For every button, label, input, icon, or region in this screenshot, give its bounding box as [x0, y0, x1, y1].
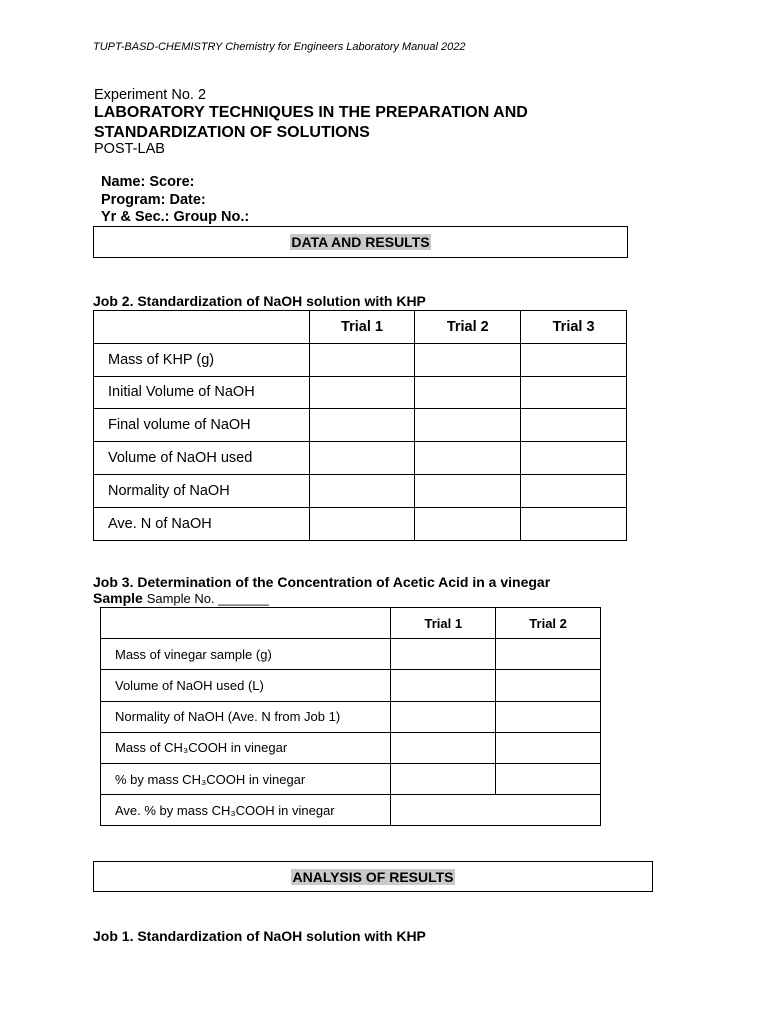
table-row [94, 343, 627, 376]
row-label: Initial Volume of NaOH [94, 376, 310, 409]
job3-heading-line-2 [93, 590, 653, 607]
data-results-heading-box [93, 226, 628, 258]
row-label: Final volume of NaOH [94, 409, 310, 442]
table-row [101, 670, 601, 701]
data-cell[interactable] [521, 376, 627, 409]
data-cell[interactable] [309, 376, 415, 409]
table-row [101, 763, 601, 794]
job3-table [100, 607, 601, 826]
table-row [101, 732, 601, 763]
row-label: Volume of NaOH used [94, 442, 310, 475]
title-line-1: LABORATORY TECHNIQUES IN THE PREPARATION AND [94, 104, 528, 121]
data-cell[interactable] [496, 732, 601, 763]
student-info-block [101, 174, 249, 227]
row-label: Ave. % by mass CH₃COOH in vinegar [101, 795, 391, 826]
table-row [101, 795, 601, 826]
data-cell[interactable] [391, 701, 496, 732]
data-cell[interactable] [521, 409, 627, 442]
data-cell[interactable] [521, 474, 627, 507]
data-cell[interactable] [309, 409, 415, 442]
table-row [94, 474, 627, 507]
job1-heading: Job 1. Standardization of NaOH solution with KHP [93, 928, 426, 944]
data-cell[interactable] [415, 442, 521, 475]
data-cell[interactable] [496, 701, 601, 732]
header-cell [101, 608, 391, 639]
data-results-heading: DATA AND RESULTS [291, 234, 430, 250]
data-cell[interactable] [415, 474, 521, 507]
row-label: % by mass CH₃COOH in vinegar [101, 763, 391, 794]
table-row [101, 701, 601, 732]
table-header-row [101, 608, 601, 639]
table-row [101, 639, 601, 670]
row-label: Normality of NaOH [94, 474, 310, 507]
data-cell[interactable] [391, 763, 496, 794]
manual-header-note: TUPT-BASD-CHEMISTRY Chemistry for Engineers Laboratory Manual 2022 [93, 41, 466, 53]
row-label: Normality of NaOH (Ave. N from Job 1) [101, 701, 391, 732]
header-cell-trial-3: Trial 3 [521, 311, 627, 344]
info-name-score: Name: Score: [101, 174, 195, 190]
data-cell[interactable] [309, 507, 415, 540]
header-cell-trial-2: Trial 2 [415, 311, 521, 344]
analysis-heading-box [93, 861, 653, 892]
data-cell[interactable] [391, 670, 496, 701]
data-cell[interactable] [309, 474, 415, 507]
data-cell[interactable] [521, 343, 627, 376]
job3-heading-line-1: Job 3. Determination of the Concentration of Acetic Acid in a vinegar [93, 574, 551, 590]
data-cell[interactable] [496, 639, 601, 670]
data-cell[interactable] [391, 639, 496, 670]
job3-heading [93, 574, 653, 607]
table-row [94, 409, 627, 442]
data-cell[interactable] [496, 763, 601, 794]
header-cell-trial-1: Trial 1 [391, 608, 496, 639]
data-cell[interactable] [415, 507, 521, 540]
row-label: Volume of NaOH used (L) [101, 670, 391, 701]
job3-heading-sample: Sample [93, 590, 143, 606]
header-cell [94, 311, 310, 344]
table-header-row [94, 311, 627, 344]
post-lab-label: POST-LAB [94, 141, 165, 157]
data-cell-merged[interactable] [391, 795, 601, 826]
data-cell[interactable] [391, 732, 496, 763]
info-section-group: Yr & Sec.: Group No.: [101, 209, 250, 225]
data-cell[interactable] [415, 409, 521, 442]
data-cell[interactable] [415, 376, 521, 409]
analysis-heading: ANALYSIS OF RESULTS [292, 868, 454, 885]
title-line-2: STANDARDIZATION OF SOLUTIONS [94, 123, 370, 141]
table-row [94, 376, 627, 409]
experiment-title [94, 103, 528, 142]
row-label: Ave. N of NaOH [94, 507, 310, 540]
data-cell[interactable] [521, 442, 627, 475]
row-label: Mass of vinegar sample (g) [101, 639, 391, 670]
experiment-number: Experiment No. 2 [94, 87, 207, 103]
data-cell[interactable] [496, 670, 601, 701]
job2-heading: Job 2. Standardization of NaOH solution with KHP [93, 293, 426, 309]
table-row [94, 442, 627, 475]
info-program-date: Program: Date: [101, 191, 206, 208]
data-cell[interactable] [415, 343, 521, 376]
data-cell[interactable] [309, 442, 415, 475]
row-label: Mass of CH₃COOH in vinegar [101, 732, 391, 763]
job2-table [93, 310, 627, 541]
header-cell-trial-1: Trial 1 [309, 311, 415, 344]
data-cell[interactable] [309, 343, 415, 376]
sample-number-field: Sample No. _______ [146, 591, 269, 606]
header-cell-trial-2: Trial 2 [496, 608, 601, 639]
row-label: Mass of KHP (g) [94, 343, 310, 376]
data-cell[interactable] [521, 507, 627, 540]
table-row [94, 507, 627, 540]
